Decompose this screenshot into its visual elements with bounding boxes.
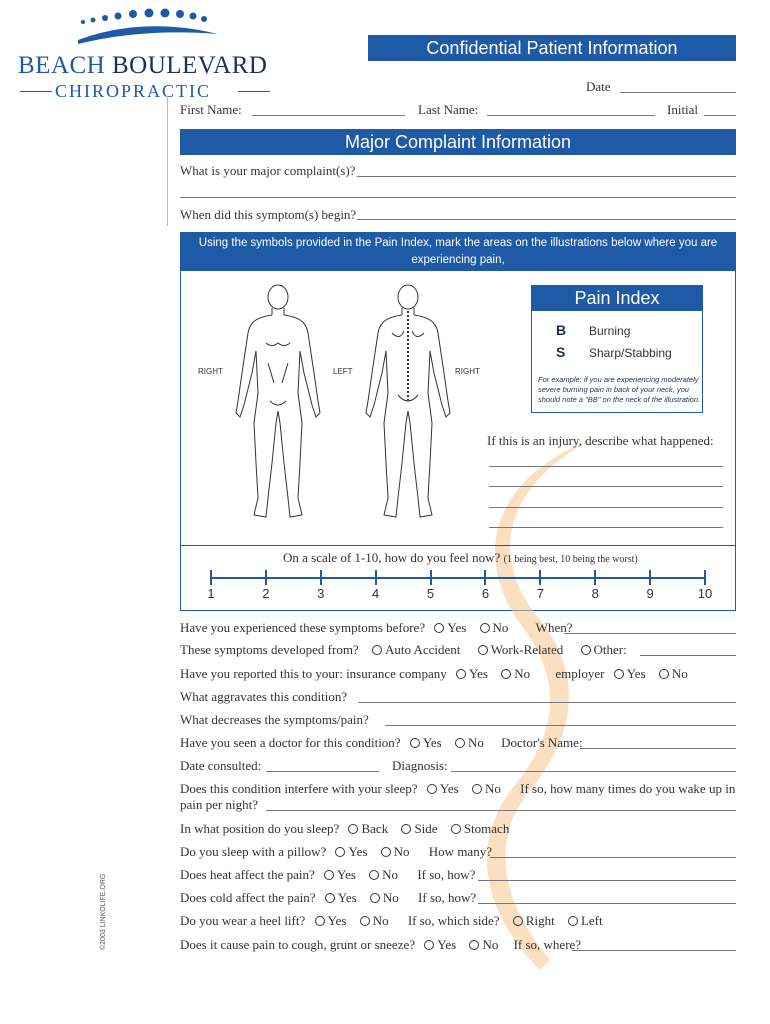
date-consulted-field[interactable] xyxy=(266,771,379,772)
q11-yes-label: Yes xyxy=(337,867,356,882)
date-label: Date xyxy=(586,79,611,94)
initial-field[interactable] xyxy=(704,115,736,116)
scale-question-text: On a scale of 1-10, how do you feel now? xyxy=(283,550,501,565)
date-field[interactable] xyxy=(620,92,736,93)
q14-field[interactable] xyxy=(572,950,736,951)
q13-no[interactable] xyxy=(358,913,393,928)
q1-when-field[interactable] xyxy=(564,633,736,634)
q11-field[interactable] xyxy=(478,880,736,881)
scale-tick-label: 8 xyxy=(591,586,599,601)
scale-tick[interactable] xyxy=(430,570,432,585)
q3-no[interactable] xyxy=(499,666,534,681)
q4-field[interactable] xyxy=(358,702,736,703)
q13-text: Do you wear a heel lift? xyxy=(180,913,306,928)
injury-line-2[interactable] xyxy=(489,486,723,487)
copyright: ©2003 LINKOLIFE.ORG xyxy=(100,873,107,950)
q1-when: When? xyxy=(535,620,573,635)
symbol-b-label: Burning xyxy=(589,324,631,338)
q14-text: Does it cause pain to cough, grunt or sneeze? xyxy=(180,937,416,952)
q12-yes-label: Yes xyxy=(337,890,357,905)
q12-field[interactable] xyxy=(478,903,736,904)
scale-tick[interactable] xyxy=(484,570,486,585)
symbol-b: B xyxy=(556,322,567,338)
q12-no[interactable] xyxy=(368,890,403,905)
q2-auto[interactable] xyxy=(370,642,464,657)
back-right-label: RIGHT xyxy=(455,367,480,376)
q8-follow: If so, how many times do you wake up in xyxy=(520,781,736,796)
q2-other[interactable] xyxy=(579,642,631,657)
q3-employer: employer xyxy=(555,666,605,681)
scale-tick[interactable] xyxy=(704,570,706,585)
q1-yes[interactable] xyxy=(432,620,470,635)
scale-tick-label: 2 xyxy=(262,586,270,601)
q10-yes[interactable] xyxy=(333,844,371,859)
q8-line2: pain per night? xyxy=(180,797,258,812)
pain-index-title-bar xyxy=(532,286,702,311)
injury-label: If this is an injury, describe what happened: xyxy=(487,433,714,448)
q2-auto-label: Auto Accident xyxy=(384,642,461,657)
doctor-name-field[interactable] xyxy=(580,748,736,749)
pain-index-box xyxy=(531,285,703,413)
q-heel-lift xyxy=(180,913,611,929)
header-title-bar xyxy=(368,35,736,61)
q1-yes-label: Yes xyxy=(447,620,467,635)
scale-tick-label: 4 xyxy=(372,586,380,601)
pain-index-example xyxy=(538,375,700,405)
page-title: Confidential Patient Information xyxy=(426,38,678,58)
q9-side[interactable] xyxy=(399,821,441,836)
instructions-line1: Using the symbols provided in the Pain Index, mark the areas on the illustrations below where you are experiencing pain, xyxy=(198,237,718,266)
q10-text: Do you sleep with a pillow? xyxy=(180,844,327,859)
scale-tick[interactable] xyxy=(265,570,267,585)
example-line3: should note a "BB" on the neck of the illustration. xyxy=(538,395,701,404)
scale-tick-label: 10 xyxy=(697,586,713,601)
q2-other-field[interactable] xyxy=(640,655,736,656)
q-cough xyxy=(180,937,585,953)
q14-follow: If so, where? xyxy=(513,937,582,952)
q11-text: Does heat affect the pain? xyxy=(180,867,315,882)
q2-work-label: Work-Related xyxy=(490,642,564,657)
last-name-field[interactable] xyxy=(487,115,655,116)
q10-follow: How many? xyxy=(428,844,492,859)
q-developed-from xyxy=(180,642,635,658)
q9-back-label: Back xyxy=(361,821,389,836)
q13-follow: If so, which side? xyxy=(407,913,500,928)
scale-tick-label: 3 xyxy=(317,586,325,601)
q6-yes-label: Yes xyxy=(422,735,442,750)
q2-work[interactable] xyxy=(476,642,568,657)
major-complaint-label: What is your major complaint(s)? xyxy=(180,163,356,178)
q13-left[interactable] xyxy=(566,913,607,928)
q-experienced-before xyxy=(180,620,576,636)
q12-text: Does cold affect the pain? xyxy=(180,890,316,905)
diagnosis-label: Diagnosis: xyxy=(392,758,448,773)
q6-no[interactable] xyxy=(453,735,488,750)
q8-yes[interactable] xyxy=(425,781,463,796)
q13-yes-label: Yes xyxy=(327,913,347,928)
logo-boulevard: BOULEVARD xyxy=(111,52,268,79)
q1-text: Have you experienced these symptoms before? xyxy=(180,620,426,635)
diagnosis-field[interactable] xyxy=(451,771,736,772)
q14-no[interactable] xyxy=(467,937,502,952)
q3-yes2[interactable] xyxy=(612,666,650,681)
q10-no-label: No xyxy=(393,844,410,859)
scale-tick[interactable] xyxy=(320,570,322,585)
scale-tick[interactable] xyxy=(594,570,596,585)
logo-beach: BEACH xyxy=(18,52,106,79)
q13-no-label: No xyxy=(372,913,389,928)
q10-yes-label: Yes xyxy=(348,844,368,859)
pain-scale-line[interactable] xyxy=(211,577,705,579)
q-sleep-interfere xyxy=(180,781,739,797)
q12-no-label: No xyxy=(382,890,399,905)
q9-text: In what position do you sleep? xyxy=(180,821,340,836)
scale-tick-label: 5 xyxy=(426,586,435,601)
q-date-consulted: Date consulted: xyxy=(180,758,262,773)
front-right-label: RIGHT xyxy=(198,367,223,376)
q3-no2[interactable] xyxy=(657,666,692,681)
q11-no[interactable] xyxy=(367,867,402,882)
q13-yes[interactable] xyxy=(313,913,351,928)
scale-tick[interactable] xyxy=(649,570,651,585)
instructions-bar xyxy=(181,233,735,283)
q9-side-label: Side xyxy=(414,821,438,836)
major-complaint-field-2[interactable] xyxy=(180,197,736,198)
q11-follow: If so, how? xyxy=(417,867,476,882)
scale-tick-label: 6 xyxy=(481,586,490,601)
symbol-s-label: Sharp/Stabbing xyxy=(589,346,672,360)
q-seen-doctor xyxy=(180,735,587,751)
q8-no-label: No xyxy=(484,781,501,796)
q8-yes-label: Yes xyxy=(439,781,459,796)
example-line2: severe burning pain in back of your neck, you xyxy=(538,385,689,394)
instructions-line2: followed by a number from 1 to 10 indicating the extent of the pain. (1 being minor, 10 being severe) xyxy=(204,271,712,283)
major-complaint-field[interactable] xyxy=(357,176,736,177)
initial-label: Initial xyxy=(667,102,699,117)
pain-index-title: Pain Index xyxy=(574,288,660,308)
q-reported xyxy=(180,666,696,682)
scale-tick-label: 1 xyxy=(207,586,215,601)
q6-text: Have you seen a doctor for this condition? xyxy=(180,735,401,750)
q13-right[interactable] xyxy=(511,913,559,928)
q12-follow: If so, how? xyxy=(418,890,477,905)
scale-box xyxy=(180,545,736,546)
last-name-label: Last Name: xyxy=(418,102,479,117)
scale-tick[interactable] xyxy=(375,570,377,585)
front-body-illustration[interactable] xyxy=(228,283,328,528)
scale-tick-label: 7 xyxy=(536,586,544,601)
q13-right-label: Right xyxy=(525,913,555,928)
scale-tick[interactable] xyxy=(210,570,212,585)
pain-index-burning xyxy=(556,322,631,338)
symptom-begin-field[interactable] xyxy=(357,219,736,220)
complaint-section-title: Major Complaint Information xyxy=(344,132,572,152)
logo-chiropractic: CHIROPRACTIC xyxy=(55,81,212,101)
q11-no-label: No xyxy=(382,867,399,882)
q14-yes-label: Yes xyxy=(437,937,457,952)
scale-note: (1 being best, 10 being the worst) xyxy=(503,554,638,565)
q3-no-label: No xyxy=(514,666,531,681)
q8-field[interactable] xyxy=(266,810,736,811)
left-margin-rule xyxy=(167,96,168,226)
first-name-label: First Name: xyxy=(180,102,242,117)
q-decreases: What decreases the symptoms/pain? xyxy=(180,712,369,727)
q14-yes[interactable] xyxy=(422,937,460,952)
q3-yes2-label: Yes xyxy=(626,666,646,681)
pain-index-sharp xyxy=(556,344,672,360)
complaint-section-bar xyxy=(180,129,736,155)
q13-left-label: Left xyxy=(580,913,603,928)
q9-back[interactable] xyxy=(346,821,392,836)
q3-text: Have you reported this to your: insurance company xyxy=(180,666,447,681)
q-sleep-position xyxy=(180,821,517,837)
symptom-begin-label: When did this symptom(s) begin? xyxy=(180,207,357,222)
symbol-s: S xyxy=(556,344,566,360)
q-heat xyxy=(180,867,479,883)
q6-doctor: Doctor's Name: xyxy=(501,735,583,750)
q10-no[interactable] xyxy=(379,844,414,859)
scale-tick-label: 9 xyxy=(646,586,654,601)
q6-no-label: No xyxy=(468,735,484,750)
q9-stomach[interactable] xyxy=(449,821,514,836)
injury-line-3[interactable] xyxy=(489,507,723,508)
q8-no[interactable] xyxy=(470,781,505,796)
scale-question xyxy=(283,550,638,566)
q1-no-label: No xyxy=(492,620,509,635)
first-name-field[interactable] xyxy=(252,115,405,116)
logo-wave-icon xyxy=(73,8,223,50)
injury-line-4[interactable] xyxy=(489,527,723,528)
q9-stomach-label: Stomach xyxy=(463,821,510,836)
injury-line-1[interactable] xyxy=(489,466,723,467)
q3-no2-label: No xyxy=(671,666,688,681)
scale-tick[interactable] xyxy=(539,570,541,585)
q10-field[interactable] xyxy=(490,857,736,858)
logo xyxy=(18,8,273,100)
q11-yes[interactable] xyxy=(322,867,360,882)
back-body-illustration[interactable] xyxy=(358,283,458,528)
q6-yes[interactable] xyxy=(408,735,446,750)
q2-other-label: Other: xyxy=(593,642,627,657)
q14-no-label: No xyxy=(482,937,499,952)
q-pillow xyxy=(180,844,496,860)
q5-field[interactable] xyxy=(385,725,736,726)
q3-yes[interactable] xyxy=(454,666,492,681)
q3-yes-label: Yes xyxy=(469,666,488,681)
front-left-label: LEFT xyxy=(333,367,353,376)
q-aggravates: What aggravates this condition? xyxy=(180,689,348,704)
q12-yes[interactable] xyxy=(323,890,361,905)
q-cold xyxy=(180,890,480,906)
q2-text: These symptoms developed from? xyxy=(180,642,359,657)
q8-text: Does this condition interfere with your sleep? xyxy=(180,781,418,796)
example-line1: For example: if you are experiencing moderately xyxy=(538,375,699,384)
q1-no[interactable] xyxy=(478,620,513,635)
